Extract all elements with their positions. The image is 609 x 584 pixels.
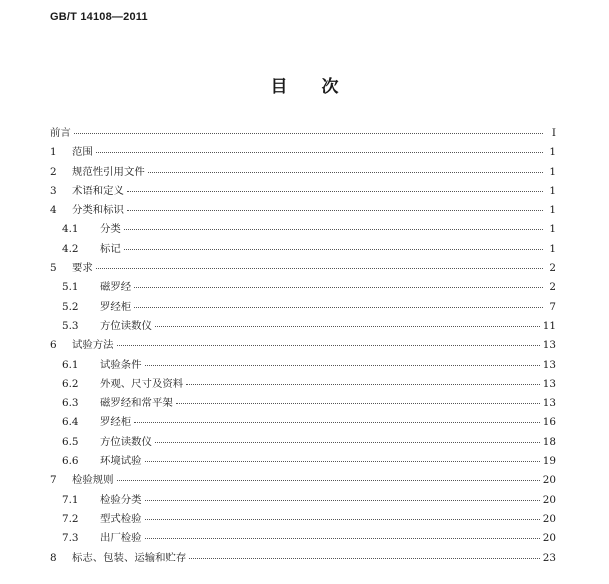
toc-entry-title: 方位读数仪 [100,319,152,332]
toc-entry-number: 5.1 [62,281,79,294]
toc-dot-leader [134,307,543,308]
toc-entry-number: 3 [50,184,57,197]
toc-entry-title: 型式检验 [100,512,142,525]
toc-entry-title: 检验分类 [100,493,142,506]
toc-entry-title: 要求 [72,262,93,275]
toc-entry-title: 罗经柜 [100,416,132,429]
table-of-contents [50,124,556,568]
toc-entry-number: 4 [50,204,57,217]
toc-entry[interactable] [50,124,556,143]
title-char-left: 目 [270,77,288,97]
toc-entry-number: 5 [50,262,57,275]
toc-dot-leader [145,519,540,520]
toc-entry-number: 5.3 [62,319,79,332]
toc-entry-page: 7 [549,300,556,313]
toc-dot-leader [124,229,543,230]
toc-entry-title: 规范性引用文件 [72,165,145,178]
toc-dot-leader [145,538,540,539]
toc-entry-page: 23 [542,551,556,564]
toc-entry[interactable] [50,433,556,452]
toc-entry-page: 1 [549,165,556,178]
toc-entry-page: 20 [542,532,556,545]
toc-dot-leader [134,287,543,288]
toc-entry-title: 试验方法 [72,339,114,352]
toc-entry-number: 6.3 [62,397,79,410]
toc-entry-number: 7.1 [62,493,79,506]
toc-entry-page: 1 [549,184,556,197]
toc-dot-leader [145,365,540,366]
toc-dot-leader [176,403,540,404]
toc-dot-leader [127,210,543,211]
toc-entry-number: 7.3 [62,532,79,545]
toc-dot-leader [145,500,540,501]
toc-entry-page: 13 [542,358,556,371]
toc-dot-leader [124,249,543,250]
toc-dot-leader [96,152,543,153]
toc-entry-number: 2 [50,165,57,178]
toc-entry-title: 分类和标识 [72,204,124,217]
toc-entry-number: 8 [50,551,57,564]
toc-entry-title: 术语和定义 [72,184,124,197]
toc-entry-title: 方位读数仪 [100,435,152,448]
toc-entry-number: 7.2 [62,512,79,525]
toc-entry-title: 标志、包装、运输和贮存 [72,551,187,564]
toc-entry-page: 13 [542,377,556,390]
toc-entry[interactable] [50,529,556,548]
toc-entry[interactable] [50,491,556,510]
toc-entry-number: 6.1 [62,358,79,371]
toc-entry-title: 试验条件 [100,358,142,371]
toc-entry-page: 1 [549,223,556,236]
toc-entry-number: 6.5 [62,435,79,448]
toc-dot-leader [74,133,543,134]
toc-entry-title: 外观、尺寸及资料 [100,377,184,390]
toc-dot-leader [189,558,539,559]
toc-dot-leader [145,461,540,462]
toc-entry-number: 6.2 [62,377,79,390]
toc-entry[interactable] [50,163,556,182]
toc-entry-title: 环境试验 [100,455,142,468]
toc-entry[interactable] [50,143,556,162]
toc-entry-page: 11 [542,319,556,332]
standard-code: GB/T 14108—2011 [50,11,148,23]
toc-dot-leader [117,345,540,346]
toc-dot-leader [155,326,540,327]
toc-dot-leader [96,268,543,269]
toc-entry-page: 2 [549,262,556,275]
toc-dot-leader [127,191,543,192]
toc-entry-title: 检验规则 [72,474,114,487]
toc-entry[interactable] [50,317,556,336]
toc-entry-page: 20 [542,474,556,487]
toc-entry-page: 16 [542,416,556,429]
toc-entry-title: 磁罗经和常平架 [100,397,173,410]
toc-entry-number: 6 [50,339,57,352]
toc-entry[interactable] [50,510,556,529]
toc-entry-title: 前言 [50,127,71,139]
toc-entry-number: 6.4 [62,416,79,429]
toc-entry[interactable] [50,549,556,568]
toc-entry-page: 20 [542,512,556,525]
toc-entry-title: 罗经柜 [100,300,132,313]
toc-entry-page: Ⅰ [551,127,556,139]
toc-entry-number: 5.2 [62,300,79,313]
toc-entry[interactable] [50,298,556,317]
toc-entry-page: 1 [549,242,556,255]
toc-entry-page: 2 [549,281,556,294]
toc-entry-number: 7 [50,474,57,487]
toc-entry-number: 1 [50,146,57,159]
toc-entry[interactable] [50,182,556,201]
toc-entry[interactable] [50,336,556,355]
toc-entry[interactable] [50,278,556,297]
toc-entry[interactable] [50,356,556,375]
toc-entry-page: 19 [542,455,556,468]
toc-entry[interactable] [50,375,556,394]
toc-dot-leader [134,422,540,423]
toc-entry-number: 6.6 [62,455,79,468]
title-char-right: 次 [321,77,339,97]
toc-entry-title: 出厂检验 [100,532,142,545]
toc-entry[interactable] [50,201,556,220]
toc-dot-leader [148,172,543,173]
toc-entry-title: 标记 [100,242,121,255]
toc-entry-page: 1 [549,204,556,217]
toc-entry-page: 18 [542,435,556,448]
toc-dot-leader [117,480,540,481]
toc-entry-title: 磁罗经 [100,281,132,294]
toc-entry[interactable] [50,240,556,259]
toc-entry-page: 20 [542,493,556,506]
toc-entry[interactable] [50,471,556,490]
page-title [0,72,609,97]
toc-dot-leader [155,442,540,443]
toc-entry[interactable] [50,413,556,432]
toc-entry-page: 13 [542,339,556,352]
toc-dot-leader [186,384,540,385]
toc-entry-number: 4.2 [62,242,79,255]
toc-entry-number: 4.1 [62,223,79,236]
toc-entry-title: 分类 [100,223,121,236]
toc-entry[interactable] [50,220,556,239]
toc-entry-title: 范围 [72,146,93,159]
toc-entry-page: 1 [549,146,556,159]
toc-entry-page: 13 [542,397,556,410]
toc-entry[interactable] [50,259,556,278]
toc-entry[interactable] [50,452,556,471]
toc-entry[interactable] [50,394,556,413]
